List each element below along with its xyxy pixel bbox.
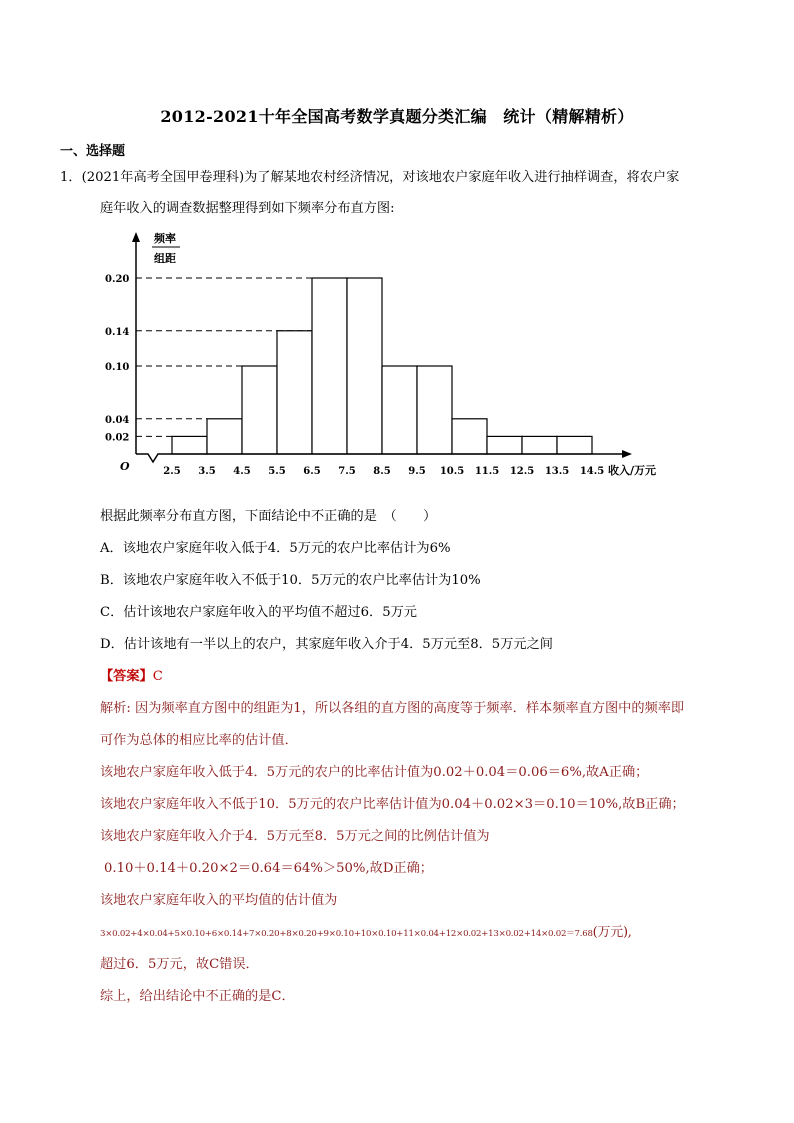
histogram-bar-12 <box>557 436 592 454</box>
x-axis-arrow <box>622 450 632 458</box>
solution-line-1: 解析: 因为频率直方图中的组距为1，所以各组的直方图的高度等于频率．样本频率直方图中的频率即 <box>100 701 685 716</box>
origin-label: O <box>120 460 130 473</box>
question-prompt: 根据此频率分布直方图，下面结论中不正确的是 （ ） <box>100 509 437 524</box>
histogram-bar-8 <box>417 366 452 454</box>
histogram-bars <box>172 278 592 454</box>
answer-tag: 【答案】 <box>100 669 153 684</box>
answer-value: C <box>152 669 163 684</box>
page-title: 2012-2021十年全国高考数学真题分类汇编 统计（精解精析） <box>160 107 634 126</box>
option-d: D．估计该地有一半以上的农户，其家庭年收入介于4．5万元至8．5万元之间 <box>100 637 553 652</box>
x-tick-label-5.5: 5.5 <box>268 466 286 477</box>
histogram-bar-1 <box>172 436 207 454</box>
histogram-bar-10 <box>487 436 522 454</box>
x-tick-label-14.5: 14.5 <box>579 466 605 477</box>
y-axis-arrow <box>132 232 140 242</box>
x-tick-label-3.5: 3.5 <box>198 466 216 477</box>
question-line-1: 1．(2021年高考全国甲卷理科)为了解某地农村经济情况，对该地农户家庭年收入进行抽样调查，将农户家 <box>60 170 680 185</box>
solution-line-6: 0.10＋0.14＋0.20×2＝0.64＝64%＞50%,故D正确； <box>104 861 433 876</box>
histogram-bar-5 <box>312 278 347 454</box>
solution-mean-formula <box>100 921 632 940</box>
solution-line-4: 该地农户家庭年收入不低于10．5万元的农户比率估计值为0.04＋0.02×3＝0.10＝10%,故B正确； <box>100 797 685 812</box>
x-tick-label-4.5: 4.5 <box>233 466 251 477</box>
solution-line-2: 可作为总体的相应比率的估计值． <box>100 733 298 748</box>
mean-unit: (万元), <box>592 925 632 940</box>
x-axis-label: 收入/万元 <box>608 464 657 477</box>
y-tick-label-0.14: 0.14 <box>105 326 130 338</box>
frequency-histogram <box>100 224 680 486</box>
x-tick-label-11.5: 11.5 <box>474 466 500 477</box>
histogram-bar-11 <box>522 436 557 454</box>
solution-line-3: 该地农户家庭年收入低于4．5万元的农户的比率估计值为0.02＋0.04＝0.06＝6%,故A正确； <box>100 765 649 780</box>
option-c: C．估计该地农户家庭年收入的平均值不超过6．5万元 <box>100 605 417 620</box>
histogram-bar-6 <box>347 278 382 454</box>
x-axis <box>136 454 624 462</box>
solution-line-5: 该地农户家庭年收入介于4．5万元至8．5万元之间的比例估计值为 <box>100 829 490 844</box>
x-tick-label-13.5: 13.5 <box>544 466 570 477</box>
option-a: A．该地农户家庭年收入低于4．5万元的农户比率估计为6% <box>100 541 451 556</box>
x-tick-label-6.5: 6.5 <box>303 466 321 477</box>
mean-expression: 3×0.02+4×0.04+5×0.10+6×0.14+7×0.20+8×0.20+9×0.10+10×0.10+11×0.04+12×0.02+13×0.02+14×0.02＝7.68 <box>100 929 593 939</box>
x-tick-label-9.5: 9.5 <box>408 466 426 477</box>
histogram-bar-4 <box>277 331 312 454</box>
x-tick-label-8.5: 8.5 <box>373 466 391 477</box>
histogram-bar-7 <box>382 366 417 454</box>
answer-row <box>100 665 163 684</box>
question-line-2: 庭年收入的调查数据整理得到如下频率分布直方图: <box>100 201 395 216</box>
y-tick-label-0.02: 0.02 <box>105 432 130 444</box>
x-tick-label-10.5: 10.5 <box>439 466 465 477</box>
solution-line-7: 该地农户家庭年收入的平均值的估计值为 <box>100 893 338 908</box>
solution-line-9: 超过6．5万元，故C错误． <box>100 957 259 972</box>
histogram-bar-3 <box>242 366 277 454</box>
y-axis-label-top: 频率 <box>154 232 176 245</box>
y-tick-label-0.20: 0.20 <box>105 274 130 285</box>
y-tick-label-0.10: 0.10 <box>105 362 130 373</box>
solution-line-10: 综上，给出结论中不正确的是C． <box>100 989 295 1004</box>
x-tick-label-7.5: 7.5 <box>338 466 356 477</box>
y-axis-label-bottom: 组距 <box>154 252 176 265</box>
x-tick-label-2.5: 2.5 <box>163 466 181 477</box>
histogram-bar-2 <box>207 419 242 454</box>
x-tick-label-12.5: 12.5 <box>509 466 535 477</box>
y-tick-label-0.04: 0.04 <box>105 414 130 426</box>
option-b: B．该地农户家庭年收入不低于10．5万元的农户比率估计为10% <box>100 573 481 588</box>
histogram-bar-9 <box>452 419 487 454</box>
section-heading: 一、选择题 <box>60 144 126 159</box>
